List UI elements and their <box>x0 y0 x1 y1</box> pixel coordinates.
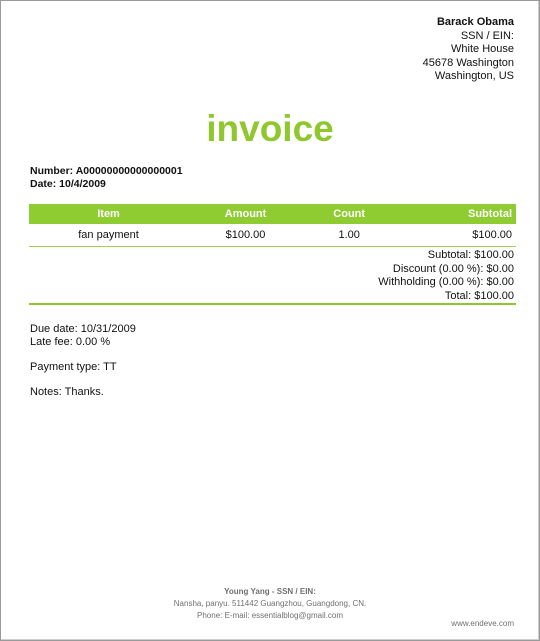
cell-count: 1.00 <box>303 224 395 247</box>
total-line: Total: $100.00 <box>444 289 514 302</box>
footer-contact: Phone: E-mail: essentialblog@gmail.com <box>197 611 343 620</box>
footer-name: Young Yang - SSN / EIN: <box>224 587 316 596</box>
sender-address-line1: White House <box>451 43 514 55</box>
payment-type: Payment type: TT <box>30 361 117 373</box>
totals-block <box>378 249 514 303</box>
sender-name: Barack Obama <box>436 16 514 28</box>
notes: Notes: Thanks. <box>30 386 104 398</box>
invoice-meta <box>30 165 183 191</box>
due-date: Due date: 10/31/2009 <box>30 323 136 335</box>
header-count: Count <box>303 204 395 224</box>
items-header-row <box>29 204 516 224</box>
cell-amount: $100.00 <box>188 224 303 247</box>
terms-block <box>30 323 136 399</box>
sender-address-line2: 45678 Washington <box>422 56 514 69</box>
table-row <box>29 224 516 247</box>
header-item: Item <box>29 204 188 224</box>
invoice-title: invoice <box>206 108 334 149</box>
late-fee: Late fee: 0.00 % <box>30 336 111 348</box>
terms-spacer <box>30 349 136 361</box>
footer-website: www.endeve.com <box>451 619 514 628</box>
section-divider <box>29 303 516 305</box>
header-amount: Amount <box>188 204 303 224</box>
sender-address-line3: Washington, US <box>434 70 514 82</box>
terms-spacer <box>30 374 136 386</box>
cell-item: fan payment <box>29 224 188 247</box>
items-table <box>29 204 516 247</box>
discount-line: Discount (0.00 %): $0.00 <box>392 262 514 275</box>
sender-ssn: SSN / EIN: <box>460 29 514 42</box>
header-subtotal: Subtotal <box>395 204 516 224</box>
sender-block <box>423 16 514 84</box>
cell-subtotal: $100.00 <box>395 224 516 247</box>
withholding-line: Withholding (0.00 %): $0.00 <box>378 276 514 288</box>
invoice-date: Date: 10/4/2009 <box>30 178 106 190</box>
invoice-number: Number: A00000000000000001 <box>30 165 183 177</box>
subtotal-line: Subtotal: $100.00 <box>427 249 514 261</box>
footer-block <box>1 586 539 622</box>
footer-address: Nansha, panyu. 511442 Guangzhou, Guangdong, CN. <box>173 599 367 608</box>
